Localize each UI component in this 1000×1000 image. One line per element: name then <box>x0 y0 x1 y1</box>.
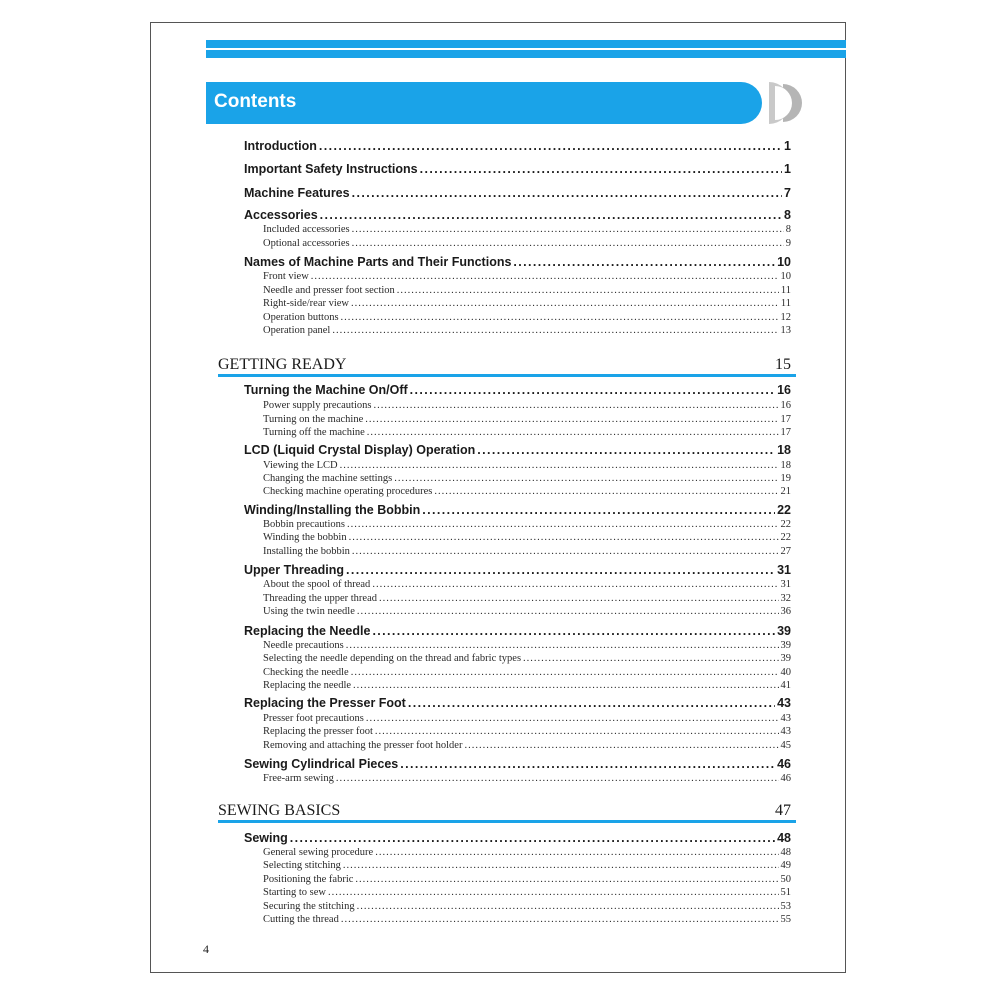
toc-entry-title: Selecting stitching <box>263 860 341 871</box>
toc-entry-title: Winding the bobbin <box>263 532 347 543</box>
toc-entry <box>244 443 791 457</box>
toc-entry <box>244 624 791 638</box>
toc-entry-page: 45 <box>780 740 791 751</box>
toc-entry-title: Replacing the needle <box>263 680 352 691</box>
dot-leader <box>290 831 775 845</box>
toc-entry-title: Starting to sew <box>263 887 326 898</box>
toc-subentry <box>263 400 791 411</box>
toc-subentry <box>263 473 791 484</box>
toc-entry-title: General sewing procedure <box>263 847 374 858</box>
toc-subentry <box>263 847 791 858</box>
dot-leader <box>319 139 782 153</box>
dot-leader <box>343 860 779 871</box>
toc-entry-page: 46 <box>780 773 791 784</box>
toc-entry-title: Right-side/rear view <box>263 298 350 309</box>
dot-leader <box>523 653 778 664</box>
toc-entry-page: 16 <box>777 383 791 397</box>
toc-subentry <box>263 773 791 784</box>
toc-entry-page: 8 <box>785 224 791 235</box>
dot-leader <box>372 579 778 590</box>
toc-entry <box>244 139 791 153</box>
dot-leader <box>352 238 784 249</box>
toc-entry-page: 32 <box>780 593 791 604</box>
dot-leader <box>422 503 775 517</box>
toc-subentry <box>263 653 791 664</box>
toc-subentry <box>263 713 791 724</box>
dot-leader <box>347 519 779 530</box>
dot-leader <box>352 546 779 557</box>
dot-leader <box>434 486 778 497</box>
dot-leader <box>400 757 775 771</box>
toc-entry-page: 48 <box>780 847 791 858</box>
toc-entry <box>244 757 791 771</box>
dot-leader <box>352 186 782 200</box>
toc-entry-title: Removing and attaching the presser foot holder <box>263 740 463 751</box>
toc-subentry <box>263 680 791 691</box>
dot-leader <box>336 773 779 784</box>
dot-leader <box>332 325 778 336</box>
toc-entry-title: Turning on the machine <box>263 414 364 425</box>
dot-leader <box>346 563 775 577</box>
dot-leader <box>351 298 779 309</box>
toc-entry-title: Winding/Installing the Bobbin <box>244 503 421 517</box>
toc-entry-title: Machine Features <box>244 186 350 200</box>
section-page: 15 <box>775 356 791 373</box>
toc-subentry <box>263 546 791 557</box>
toc-subentry <box>263 593 791 604</box>
toc-entry-page: 39 <box>777 624 791 638</box>
dot-leader <box>375 847 778 858</box>
dot-leader <box>357 606 779 617</box>
toc-entry <box>244 255 791 269</box>
toc-entry-title: Using the twin needle <box>263 606 355 617</box>
toc-entry-title: Threading the upper thread <box>263 593 377 604</box>
section-page: 47 <box>775 802 791 819</box>
toc-entry-page: 22 <box>780 519 791 530</box>
toc-entry <box>244 383 791 397</box>
dot-leader <box>346 640 779 651</box>
toc-entry-title: LCD (Liquid Crystal Display) Operation <box>244 443 476 457</box>
dot-leader <box>397 285 779 296</box>
dot-leader <box>349 532 779 543</box>
section-title: GETTING READY <box>218 356 347 373</box>
toc-entry-title: Replacing the Needle <box>244 624 371 638</box>
dot-leader <box>351 667 779 678</box>
page-title: Contents <box>214 91 297 112</box>
toc-entry-page: 40 <box>780 667 791 678</box>
toc-entry-title: Important Safety Instructions <box>244 162 418 176</box>
toc-entry-title: Front view <box>263 271 309 282</box>
toc-subentry <box>263 860 791 871</box>
toc-subentry <box>263 460 791 471</box>
toc-entry-title: Securing the stitching <box>263 901 355 912</box>
toc-subentry <box>263 285 791 296</box>
toc-entry-title: Replacing the Presser Foot <box>244 696 406 710</box>
toc-subentry <box>263 486 791 497</box>
toc-entry-title: About the spool of thread <box>263 579 371 590</box>
dot-leader <box>367 427 779 438</box>
dot-leader <box>366 713 779 724</box>
dot-leader <box>375 726 779 737</box>
toc-entry-page: 36 <box>780 606 791 617</box>
toc-entry-title: Sewing Cylindrical Pieces <box>244 757 399 771</box>
toc-entry-page: 11 <box>780 298 791 309</box>
toc-subentry <box>263 667 791 678</box>
page-number: 4 <box>203 942 209 956</box>
toc-entry-page: 12 <box>780 312 791 323</box>
dot-leader <box>379 593 779 604</box>
dot-leader <box>410 383 775 397</box>
dot-leader <box>477 443 775 457</box>
toc-entry-page: 7 <box>784 186 791 200</box>
dot-leader <box>355 874 778 885</box>
toc-entry-title: Changing the machine settings <box>263 473 393 484</box>
toc-entry-page: 16 <box>780 400 791 411</box>
toc-entry-page: 1 <box>784 162 791 176</box>
toc-entry <box>244 563 791 577</box>
toc-entry-title: Power supply precautions <box>263 400 372 411</box>
dot-leader <box>373 400 778 411</box>
toc-entry-page: 39 <box>780 653 791 664</box>
toc-entry-page: 39 <box>780 640 791 651</box>
toc-entry <box>244 696 791 710</box>
toc-entry-page: 22 <box>777 503 791 517</box>
toc-entry-page: 27 <box>780 546 791 557</box>
toc-entry-page: 53 <box>780 901 791 912</box>
toc-subentry <box>263 238 791 249</box>
toc-subentry <box>263 874 791 885</box>
toc-entry-title: Bobbin precautions <box>263 519 345 530</box>
toc-subentry <box>263 901 791 912</box>
toc-entry-title: Checking machine operating procedures <box>263 486 433 497</box>
toc-entry-page: 11 <box>780 285 791 296</box>
dot-leader <box>357 901 779 912</box>
toc-entry <box>244 186 791 200</box>
toc-entry <box>244 208 791 222</box>
dot-leader <box>311 271 779 282</box>
toc-entry-title: Checking the needle <box>263 667 349 678</box>
toc-entry-page: 18 <box>780 460 791 471</box>
toc-subentry <box>263 271 791 282</box>
toc-entry-title: Accessories <box>244 208 318 222</box>
dot-leader <box>420 162 782 176</box>
toc-entry-title: Optional accessories <box>263 238 350 249</box>
toc-entry-title: Selecting the needle depending on the thread and fabric types <box>263 653 522 664</box>
toc-entry-page: 22 <box>780 532 791 543</box>
toc-entry-page: 49 <box>780 860 791 871</box>
toc-subentry <box>263 606 791 617</box>
toc-entry-page: 48 <box>777 831 791 845</box>
toc-subentry <box>263 579 791 590</box>
toc-entry-page: 17 <box>780 427 791 438</box>
toc-entry-page: 55 <box>780 914 791 925</box>
dot-leader <box>365 414 778 425</box>
dot-leader <box>352 224 784 235</box>
toc-subentry <box>263 532 791 543</box>
section-heading <box>218 802 791 820</box>
toc-subentry <box>263 740 791 751</box>
section-title: SEWING BASICS <box>218 802 341 819</box>
toc-subentry <box>263 298 791 309</box>
toc-entry-page: 46 <box>777 757 791 771</box>
toc-entry-page: 9 <box>785 238 791 249</box>
toc-entry-title: Included accessories <box>263 224 350 235</box>
toc-entry-title: Turning the Machine On/Off <box>244 383 408 397</box>
dot-leader <box>464 740 778 751</box>
toc-entry <box>244 831 791 845</box>
toc-entry-page: 17 <box>780 414 791 425</box>
toc-entry <box>244 503 791 517</box>
dot-leader <box>394 473 778 484</box>
toc-entry-title: Turning off the machine <box>263 427 365 438</box>
toc-entry-page: 21 <box>780 486 791 497</box>
toc-entry-page: 18 <box>777 443 791 457</box>
dot-leader <box>372 624 775 638</box>
toc-entry-page: 19 <box>780 473 791 484</box>
dot-leader <box>341 914 779 925</box>
section-rule <box>218 374 796 377</box>
toc-entry-page: 43 <box>780 726 791 737</box>
toc-subentry <box>263 414 791 425</box>
toc-entry-title: Operation buttons <box>263 312 339 323</box>
toc-entry-page: 31 <box>777 563 791 577</box>
toc-entry-page: 13 <box>780 325 791 336</box>
toc-entry-page: 41 <box>780 680 791 691</box>
dot-leader <box>328 887 779 898</box>
toc-entry-page: 51 <box>780 887 791 898</box>
toc-subentry <box>263 914 791 925</box>
toc-entry-title: Presser foot precautions <box>263 713 364 724</box>
dot-leader <box>320 208 782 222</box>
toc-subentry <box>263 325 791 336</box>
toc-entry-page: 50 <box>780 874 791 885</box>
toc-subentry <box>263 312 791 323</box>
header-stripe <box>206 40 846 58</box>
toc-subentry <box>263 519 791 530</box>
toc-subentry <box>263 726 791 737</box>
toc-entry-title: Introduction <box>244 139 317 153</box>
toc-entry-page: 43 <box>777 696 791 710</box>
dot-leader <box>513 255 775 269</box>
toc-entry-title: Sewing <box>244 831 288 845</box>
toc-entry-page: 10 <box>777 255 791 269</box>
toc-entry-page: 1 <box>784 139 791 153</box>
dot-leader <box>353 680 778 691</box>
toc-entry-title: Upper Threading <box>244 563 345 577</box>
toc-entry-title: Installing the bobbin <box>263 546 350 557</box>
toc-entry-title: Cutting the thread <box>263 914 339 925</box>
dot-leader <box>408 696 775 710</box>
toc-subentry <box>263 887 791 898</box>
section-rule <box>218 820 796 823</box>
toc-entry-title: Free-arm sewing <box>263 773 334 784</box>
section-heading <box>218 356 791 374</box>
dot-leader <box>340 460 779 471</box>
toc-entry-title: Operation panel <box>263 325 331 336</box>
toc-entry-page: 43 <box>780 713 791 724</box>
contents-banner <box>206 82 762 124</box>
toc-subentry <box>263 640 791 651</box>
toc-entry-title: Viewing the LCD <box>263 460 338 471</box>
toc-entry-title: Replacing the presser foot <box>263 726 373 737</box>
toc-entry-title: Positioning the fabric <box>263 874 354 885</box>
dot-leader <box>341 312 779 323</box>
toc-entry-title: Needle and presser foot section <box>263 285 395 296</box>
toc-subentry <box>263 224 791 235</box>
toc-entry-page: 31 <box>780 579 791 590</box>
toc-entry-page: 8 <box>784 208 791 222</box>
toc-entry-page: 10 <box>780 271 791 282</box>
toc-entry-title: Needle precautions <box>263 640 344 651</box>
toc-subentry <box>263 427 791 438</box>
toc-entry-title: Names of Machine Parts and Their Functions <box>244 255 512 269</box>
toc-entry <box>244 162 791 176</box>
